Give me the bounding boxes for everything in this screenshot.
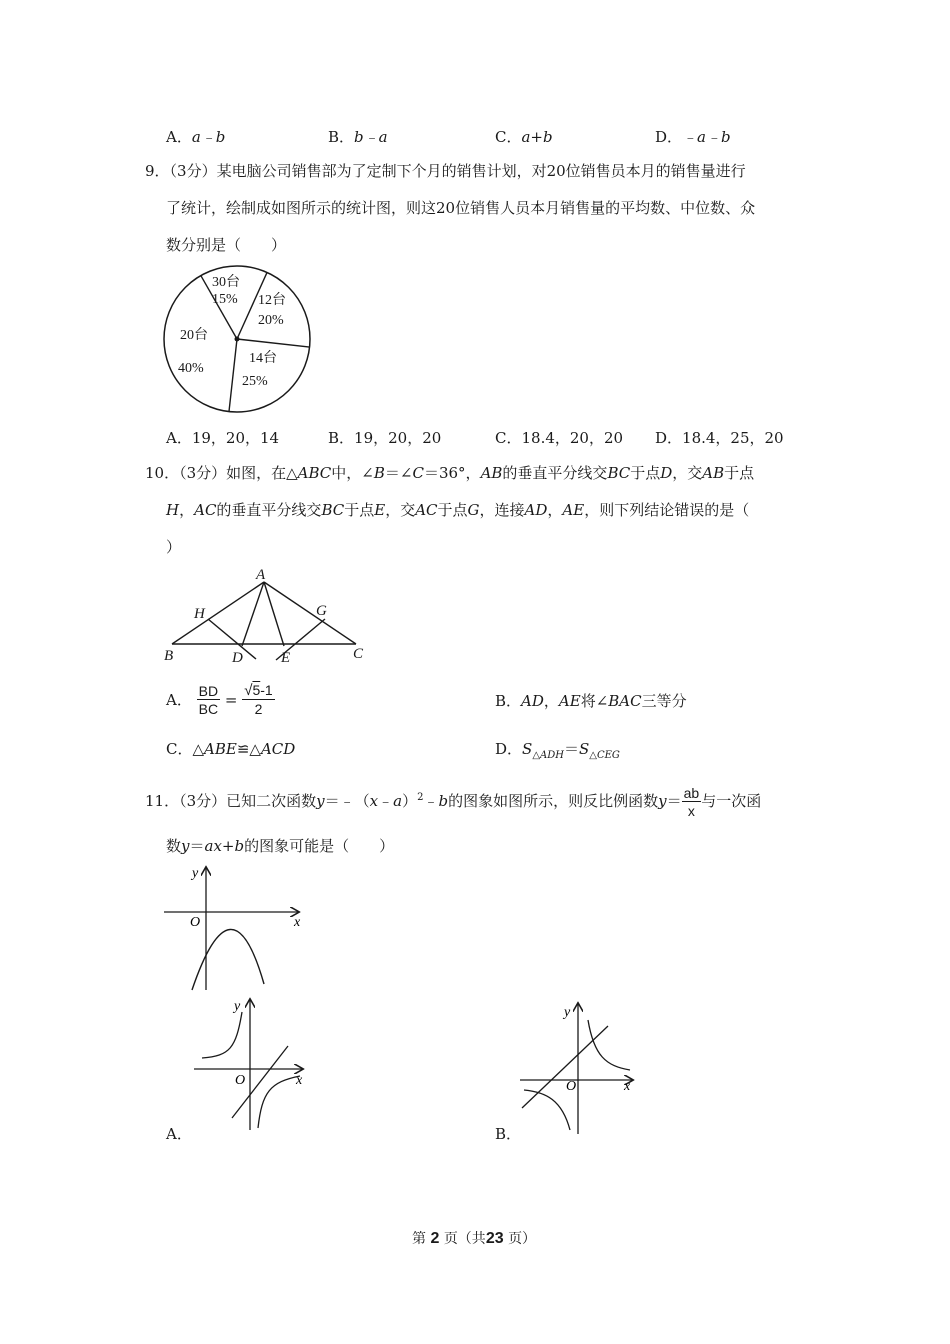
footer-page-number: 2 (430, 1230, 440, 1247)
graph-b-y-label: y (564, 1005, 571, 1020)
pie-center-dot (235, 337, 240, 342)
parabola-y-label: y (192, 866, 199, 881)
q10-line-3: ） (166, 538, 182, 556)
q9-line-1: 9．（3分）某电脑公司销售部为了定制下个月的销售计划，对20位销售员本月的销售量进行 (145, 162, 746, 180)
segment-ac (264, 582, 356, 644)
footer-total-pages: 23 (485, 1230, 504, 1247)
q9-pie-chart (160, 262, 318, 418)
q11-option-a-label: A． (166, 1125, 192, 1143)
label-a: A (256, 567, 266, 583)
q11-option-b-label: B． (495, 1125, 522, 1143)
q10-line-2: H，AC的垂直平分线交BC于点E，交AC于点G，连接AD，AE，则下列结论错误的是（ (166, 501, 750, 519)
pie-slice-boundary-3 (229, 339, 237, 412)
pie-pct-20: 20% (258, 313, 284, 328)
graph-b-hyperbola-lower (524, 1090, 570, 1130)
pie-label-30: 30台 (212, 275, 240, 290)
pie-pct-40: 40% (178, 361, 204, 376)
label-b: B (164, 648, 174, 664)
q9-line-2: 了统计，绘制成如图所示的统计图，则这20位销售人员本月销售量的平均数、中位数、众 (166, 199, 756, 217)
q9-option-d: D．18.4，25，20 (655, 429, 784, 447)
q10-option-b: B．AD，AE将∠BAC三等分 (495, 692, 687, 710)
label-h: H (194, 606, 205, 622)
fraction-ab-x: $\frac{ab}{x}$ (683, 784, 700, 819)
q9-option-c: C．18.4，20，20 (495, 429, 624, 447)
q8-option-c: C．a+b (495, 128, 553, 146)
label-g: G (316, 603, 327, 619)
q8-option-d: D．﹣a﹣b (655, 128, 731, 146)
q11-parabola-figure (160, 862, 310, 994)
q10-line-1: 10．（3分）如图，在△ABC中，∠B＝∠C＝36°，AB的垂直平分线交BC于点D，交AB于点 (145, 464, 755, 482)
segment-ad (242, 582, 264, 646)
graph-a-hyperbola-lower (258, 1076, 300, 1128)
pie-label-12: 12台 (258, 293, 286, 308)
label-e: E (281, 650, 291, 664)
q10-option-a: A． $\frac{BD}{BC}$ = $\frac{√5-1}{2}$ (166, 682, 273, 717)
graph-b-x-label: x (624, 1079, 631, 1094)
pie-pct-25: 25% (242, 374, 268, 389)
segment-ae (264, 582, 284, 646)
q11-option-b-graph (516, 1000, 636, 1136)
page-footer: 第 2 页（共23 页） (412, 1230, 537, 1247)
graph-b-line (522, 1026, 608, 1108)
graph-a-hyperbola-upper (202, 1012, 242, 1058)
q9-option-a: A．19，20，14 (166, 429, 280, 447)
segment-ab (172, 582, 264, 644)
fraction-bd-bc: $\frac{BD}{BC}$ (198, 682, 219, 717)
label-c: C (353, 646, 364, 662)
parabola-curve (192, 929, 264, 990)
q8-option-a: A．a﹣b (166, 128, 226, 146)
label-d: D (232, 650, 243, 664)
pie-label-20: 20台 (180, 328, 208, 343)
q11-line-1: 11．（3分）已知二次函数y＝﹣（x﹣a）$^2$﹣b的图象如图所示，则反比例函数y＝ $\frac{ab}{x}$ 与一次函 (145, 784, 762, 819)
pie-label-14: 14台 (249, 351, 277, 366)
graph-a-y-label: y (234, 999, 241, 1014)
q9-line-3: 数分别是（ ） (166, 236, 287, 254)
q9-option-b: B．19，20，20 (328, 429, 442, 447)
fraction-sqrt5: $\frac{√5-1}{2}$ (244, 682, 273, 717)
graph-b-hyperbola-upper (588, 1020, 630, 1070)
parabola-x-label: x (294, 915, 301, 930)
pie-slice-boundary-2 (237, 339, 310, 347)
graph-a-origin-label: O (235, 1073, 246, 1088)
q11-line-2: 数y＝ax+b的图象可能是（ ） (166, 837, 395, 855)
q8-option-b: B．b﹣a (328, 128, 388, 146)
parabola-origin-label: O (190, 915, 201, 930)
pie-pct-15: 15% (212, 292, 238, 307)
graph-b-origin-label: O (566, 1079, 577, 1094)
graph-a-x-label: x (296, 1073, 303, 1088)
q10-option-c: C．△ABE≌△ACD (166, 740, 296, 758)
q10-option-d: D．$S_{\triangle ADH}=S_{\triangle CEG}$ (495, 740, 620, 761)
q11-option-a-graph (190, 996, 310, 1132)
q10-triangle-figure (160, 564, 370, 664)
